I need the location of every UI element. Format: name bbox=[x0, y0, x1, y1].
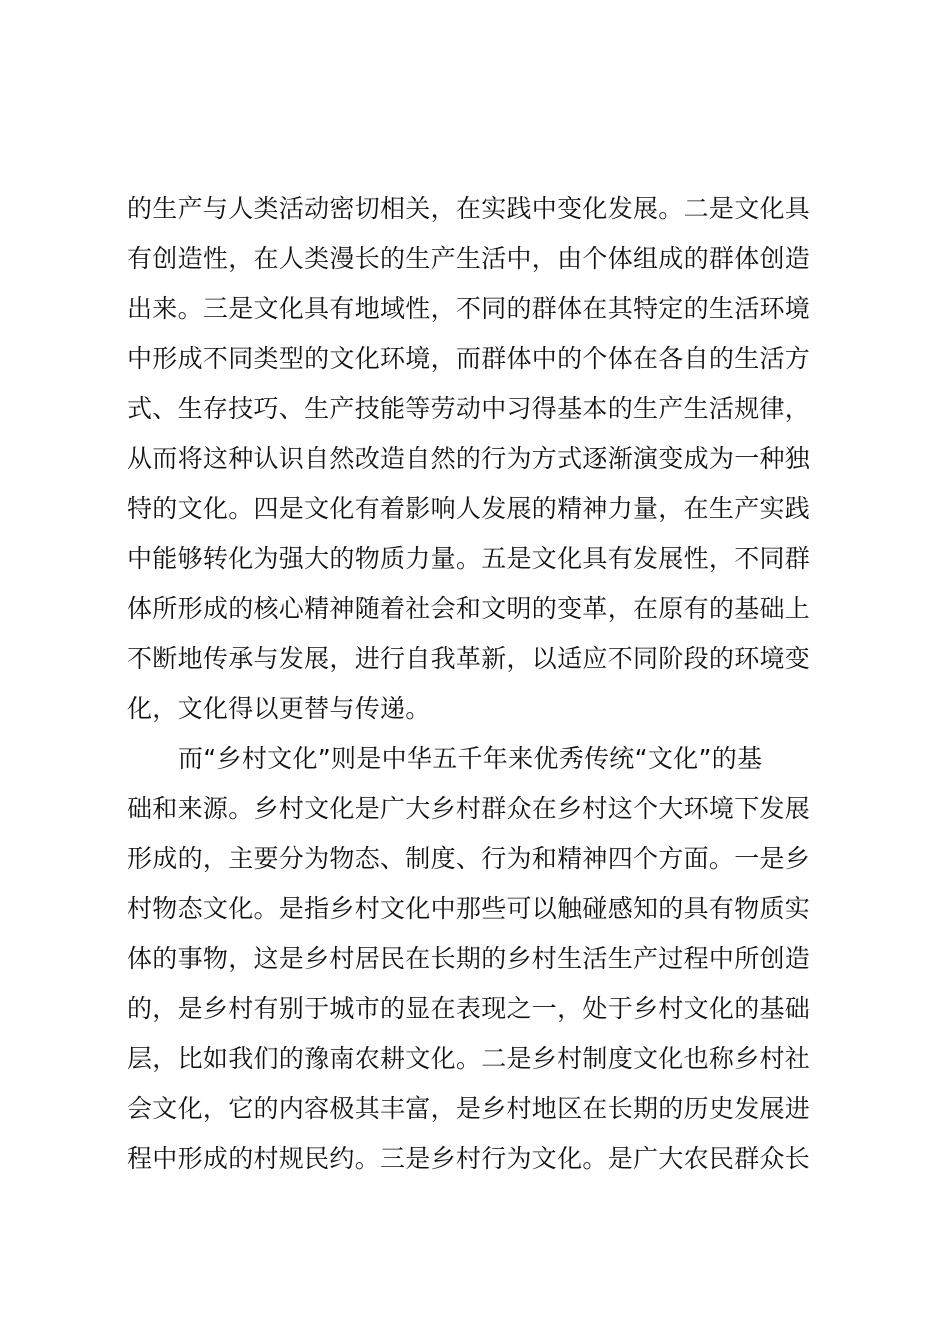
text-line: 中形成不同类型的文化环境，而群体中的个体在各自的生活方 bbox=[127, 344, 811, 373]
text-line: 层，比如我们的豫南农耕文化。二是乡村制度文化也称乡村社 bbox=[127, 1044, 811, 1073]
text-line: 会文化，它的内容极其丰富，是乡村地区在长期的历史发展进 bbox=[127, 1094, 811, 1123]
text-line: 础和来源。乡村文化是广大乡村群众在乡村这个大环境下发展 bbox=[127, 794, 811, 823]
text-line: 程中形成的村规民约。三是乡村行为文化。是广大农民群众长 bbox=[127, 1144, 811, 1173]
text-line: 式、生存技巧、生产技能等劳动中习得基本的生产生活规律， bbox=[127, 394, 811, 423]
paragraph-1 bbox=[127, 184, 837, 734]
body-text bbox=[127, 184, 837, 1184]
text-line: 中能够转化为强大的物质力量。五是文化具有发展性，不同群 bbox=[127, 544, 811, 573]
text-line: 出来。三是文化具有地域性，不同的群体在其特定的生活环境 bbox=[127, 294, 811, 323]
text-line: 的，是乡村有别于城市的显在表现之一，处于乡村文化的基础 bbox=[127, 994, 811, 1023]
text-line: 而“乡村文化”则是中华五千年来优秀传统“文化”的基 bbox=[178, 744, 763, 773]
text-line: 的生产与人类活动密切相关，在实践中变化发展。二是文化具 bbox=[127, 194, 811, 223]
text-line: 有创造性，在人类漫长的生产生活中，由个体组成的群体创造 bbox=[127, 244, 811, 273]
text-line: 化，文化得以更替与传递。 bbox=[127, 694, 431, 723]
text-line: 特的文化。四是文化有着影响人发展的精神力量，在生产实践 bbox=[127, 494, 811, 523]
text-line: 村物态文化。是指乡村文化中那些可以触碰感知的具有物质实 bbox=[127, 894, 811, 923]
text-line: 不断地传承与发展，进行自我革新，以适应不同阶段的环境变 bbox=[127, 644, 811, 673]
paragraph-2 bbox=[127, 734, 837, 1184]
text-line: 从而将这种认识自然改造自然的行为方式逐渐演变成为一种独 bbox=[127, 444, 811, 473]
text-line: 体所形成的核心精神随着社会和文明的变革，在原有的基础上 bbox=[127, 594, 811, 623]
text-line: 形成的，主要分为物态、制度、行为和精神四个方面。一是乡 bbox=[127, 844, 811, 873]
text-line: 体的事物，这是乡村居民在长期的乡村生活生产过程中所创造 bbox=[127, 944, 811, 973]
